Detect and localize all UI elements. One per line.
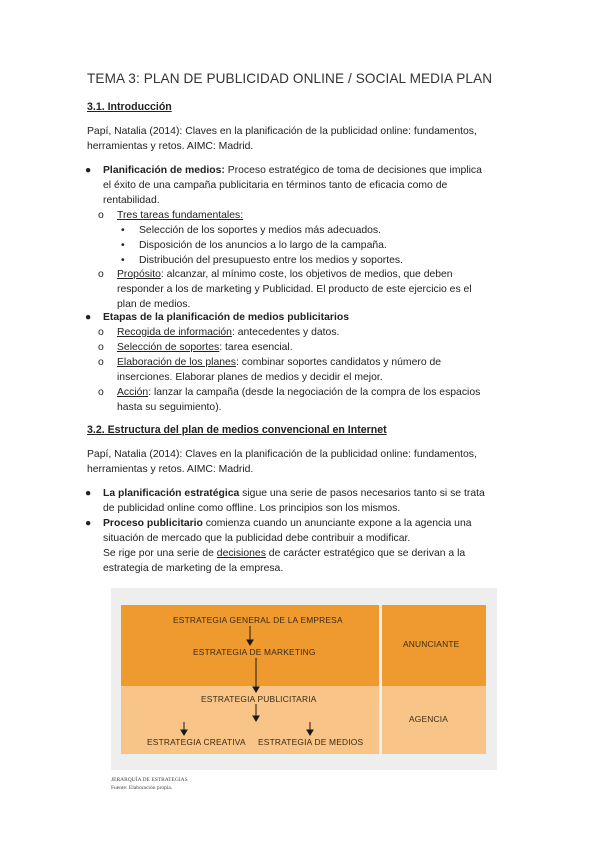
reference-line: herramientas y retos. AIMC: Madrid.	[87, 464, 254, 475]
bullet-text: de publicidad online como offline. Los principios son los mismos.	[103, 503, 401, 514]
list-item: o Acción: lanzar la campaña (desde la negociación de la compra de los espacios	[98, 387, 481, 398]
bullet-text: el éxito de una campaña publicitaria en términos tanto de eficacia como de	[103, 180, 448, 191]
bullet-dot-icon: ●	[85, 488, 92, 499]
sub-heading: Tres tareas fundamentales:	[117, 210, 244, 221]
agency-label: AGENCIA	[409, 714, 449, 724]
creative-strategy-label: ESTRATEGIA CREATIVA	[147, 737, 246, 747]
list-item: o Elaboración de los planes: combinar soportes candidatos y número de	[98, 357, 442, 368]
list-item: • Disposición de los anuncios a lo largo de la campaña.	[121, 240, 387, 251]
bullet-etapas	[85, 310, 349, 325]
purpose-text: responder a los de marketing y Publicidad. El producto de este ejercicio es el	[117, 284, 472, 295]
bullet-circle-icon: o	[98, 269, 104, 280]
bullet-text: estrategia de marketing de la empresa.	[103, 563, 284, 574]
advertising-strategy-label: ESTRATEGIA PUBLICITARIA	[201, 694, 317, 704]
task-list	[121, 223, 403, 268]
strategy-hierarchy-diagram	[111, 588, 497, 770]
bullet-planificacion-estrategica: ● La planificación estratégica sigue una serie de pasos necesarios tanto si se trata de publicidad online como offline. Los principios son los mismos.	[85, 488, 485, 514]
section-heading-introduccion: 3.1. Introducción	[87, 101, 172, 113]
figure-caption-source: Fuente: Elaboración propia.	[111, 785, 173, 791]
list-item: • Distribución del presupuesto entre los medios y soportes.	[121, 255, 403, 266]
bullet-circle-icon: o	[98, 210, 104, 221]
bullet-text: situación de mercado que la publicidad debe contribuir a modificar.	[103, 533, 411, 544]
company-strategy-label: ESTRATEGIA GENERAL DE LA EMPRESA	[173, 615, 343, 625]
arrow-head-icon	[247, 640, 253, 645]
list-item: • Selección de los soportes y medios más adecuados.	[121, 225, 382, 236]
bullet-label: Planificación de medios:	[103, 165, 225, 176]
reference-line: herramientas y retos. AIMC: Madrid.	[87, 141, 254, 152]
bullet-dot-icon: ●	[85, 165, 92, 176]
list-item-continuation: inserciones. Elaborar planes de medios y decidir el mejor.	[117, 372, 383, 383]
reference-paragraph	[87, 447, 527, 477]
arrow-head-icon	[253, 687, 259, 692]
list-item: o Recogida de información: antecedentes y datos.	[98, 327, 340, 338]
bullet-proceso-publicitario: ● Proceso publicitario comienza cuando un anunciante expone a la agencia una situación de mercado que la publicidad debe contribuir a modificar. Se rige por una serie de decisiones de carácter estratégico que se derivan a la estrategia de marketing de la empresa.	[85, 518, 472, 574]
bullet-planificacion-medios	[85, 163, 482, 208]
media-strategy-label: ESTRATEGIA DE MEDIOS	[258, 737, 364, 747]
page-title: TEMA 3: PLAN DE PUBLICIDAD ONLINE / SOCIAL MEDIA PLAN	[87, 71, 493, 86]
bullet-label: Etapas de la planificación de medios publicitarios	[103, 312, 349, 323]
bullet-dot-icon: ●	[85, 518, 92, 529]
arrow-head-icon	[307, 730, 313, 735]
bullet-text: Proceso estratégico de toma de decisiones que implica	[224, 165, 482, 176]
arrow-head-icon	[181, 730, 187, 735]
purpose-label: Propósito	[117, 269, 161, 280]
diagram-arrows	[111, 588, 497, 770]
section-heading-estructura: 3.2. Estructura del plan de medios convencional en Internet	[87, 424, 387, 436]
reference-line: Papí, Natalia (2014): Claves en la planificación de la publicidad online: fundamentos,	[87, 126, 477, 137]
marketing-strategy-label: ESTRATEGIA DE MARKETING	[193, 647, 316, 657]
reference-paragraph	[87, 124, 527, 154]
reference-line: Papí, Natalia (2014): Claves en la planificación de la publicidad online: fundamentos,	[87, 449, 477, 460]
bullet-text: rentabilidad.	[103, 195, 160, 206]
figure-caption-title: JERARQUÍA DE ESTRATEGIAS	[111, 777, 188, 783]
list-item-continuation: hasta su seguimiento).	[117, 402, 222, 413]
arrow-head-icon	[253, 716, 259, 721]
bullet-dot-icon: ●	[85, 312, 92, 323]
etapas-list	[98, 325, 481, 415]
list-item: o Selección de soportes: tarea esencial.	[98, 342, 293, 353]
sub-bullet-proposito: o Propósito: alcanzar, al mínimo coste, los objetivos de medios, que deben responder a los de marketing y Publicidad. El producto de este ejercicio es el plan de medios.	[98, 269, 472, 310]
purpose-text: plan de medios.	[117, 299, 191, 310]
advertiser-label: ANUNCIANTE	[403, 639, 460, 649]
sub-bullet-tres-tareas	[98, 208, 244, 223]
